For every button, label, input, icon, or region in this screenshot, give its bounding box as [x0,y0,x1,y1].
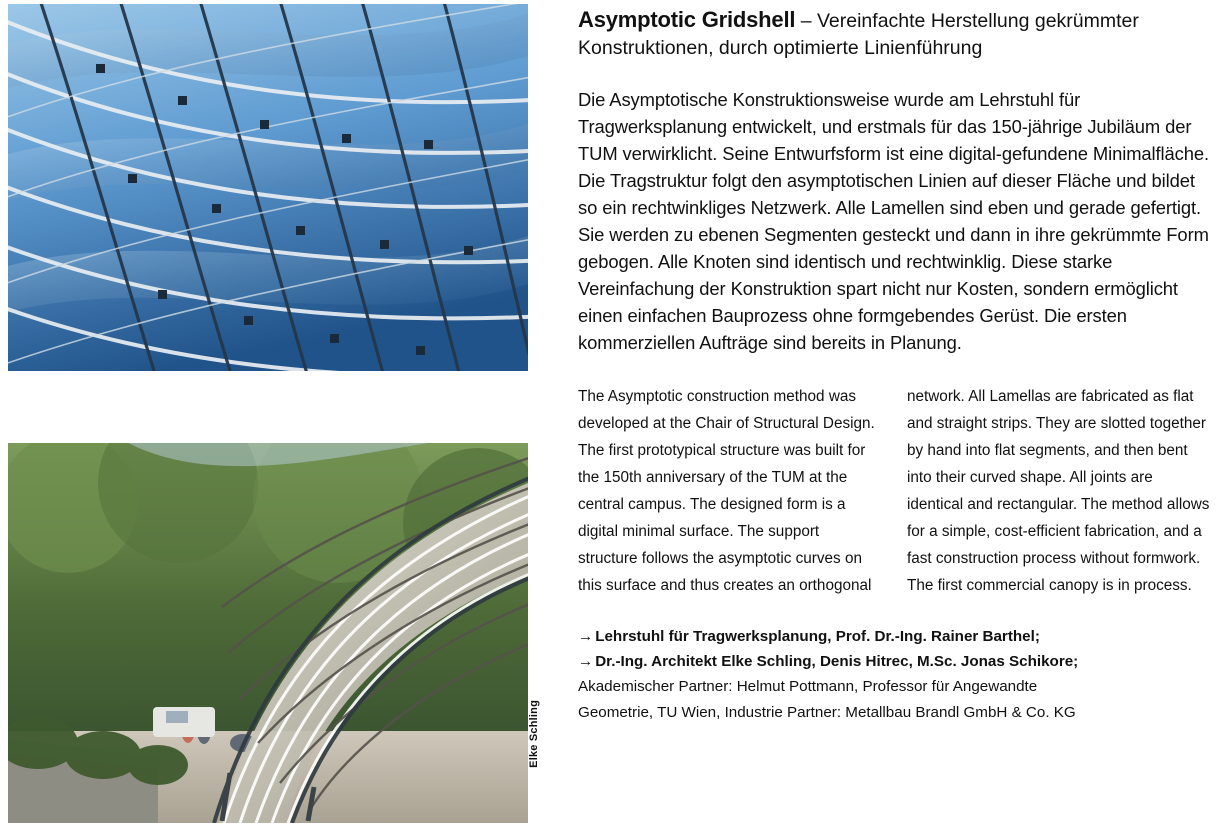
credit-text-2: Dr.-Ing. Architekt Elke Schling, Denis Hitrec, M.Sc. Jonas Schikore; [595,653,1079,671]
photo-credit-label: Elke Schling [528,700,540,768]
text-column [578,0,1210,827]
credit-text-4: Geometrie, TU Wien, Industrie Partner: Metallbau Brandl GmbH & Co. KG [578,703,1076,721]
credit-line-3 [578,674,1210,699]
credits-block [578,624,1210,724]
page-title [578,6,1210,61]
gridshell-interior-graphic [8,4,528,371]
credit-line-2 [578,649,1210,674]
gridshell-canopy-graphic [8,443,528,823]
photo-gridshell-interior [8,4,528,371]
credit-text-1: Lehrstuhl für Tragwerksplanung, Prof. Dr.-Ing. Rainer Barthel; [595,628,1040,646]
english-column-left: The Asymptotic construction method was developed at the Chair of Structural Design. The first prototypical structure was built for the 150th anniversary of the TUM at the central campus. The designed form is a digital minimal surface. The support structure follows the asymptotic curves on this surface and thus creates an orthogonal [578,387,875,595]
credit-line-1 [578,624,1210,649]
title-main: Asymptotic Gridshell [578,7,796,32]
credit-text-3: Akademischer Partner: Helmut Pottmann, Professor für Angewandte [578,678,1038,696]
german-body-text: Die Asymptotische Konstruktionsweise wurde am Lehrstuhl für Tragwerksplanung entwickelt, und erstmals für das 150-jährige Jubiläum der TUM verwirklicht. Seine Entwurfsform ist eine digital-gefundene Minimalfläche. Die Tragstruktur folgt den asymptotischen Linien auf dieser Fläche und bildet so ein rechtwinkliges Netzwerk. Alle Lamellen sind eben und gerade gefertigt. Sie werden zu ebenen Segmenten gesteckt und dann in ihre gekrümmte Form gebogen. Alle Knoten sind identisch und rechtwinklig. Diese starke Vereinfachung der Konstruktion spart nicht nur Kosten, sondern ermöglicht einen einfachen Bauprozess ohne formgebendes Gerüst. Die ersten kommerziellen Aufträge sind bereits in Planung. [578,89,1210,353]
english-column-right: network. All Lamellas are fabricated as flat and straight strips. They are slotted together by hand into flat segments, and then bent into their curved shape. All joints are identical and rectangular. The method allows for a simple, cost-efficient fabrication, and a fast construction process without formwork. The first commercial canopy is in process. [907,387,1210,595]
title-subtitle: Vereinfachte Herstellung gekrümmter Konstruktionen, durch optimierte Linienführung [578,10,1139,59]
arrow-icon-2: → [578,653,594,671]
photo-gridshell-canopy [8,443,528,823]
english-text-columns [578,383,1210,600]
arrow-icon-1: → [578,628,594,646]
credit-line-4 [578,700,1210,725]
title-dash: – [800,10,812,32]
image-column [0,0,545,827]
